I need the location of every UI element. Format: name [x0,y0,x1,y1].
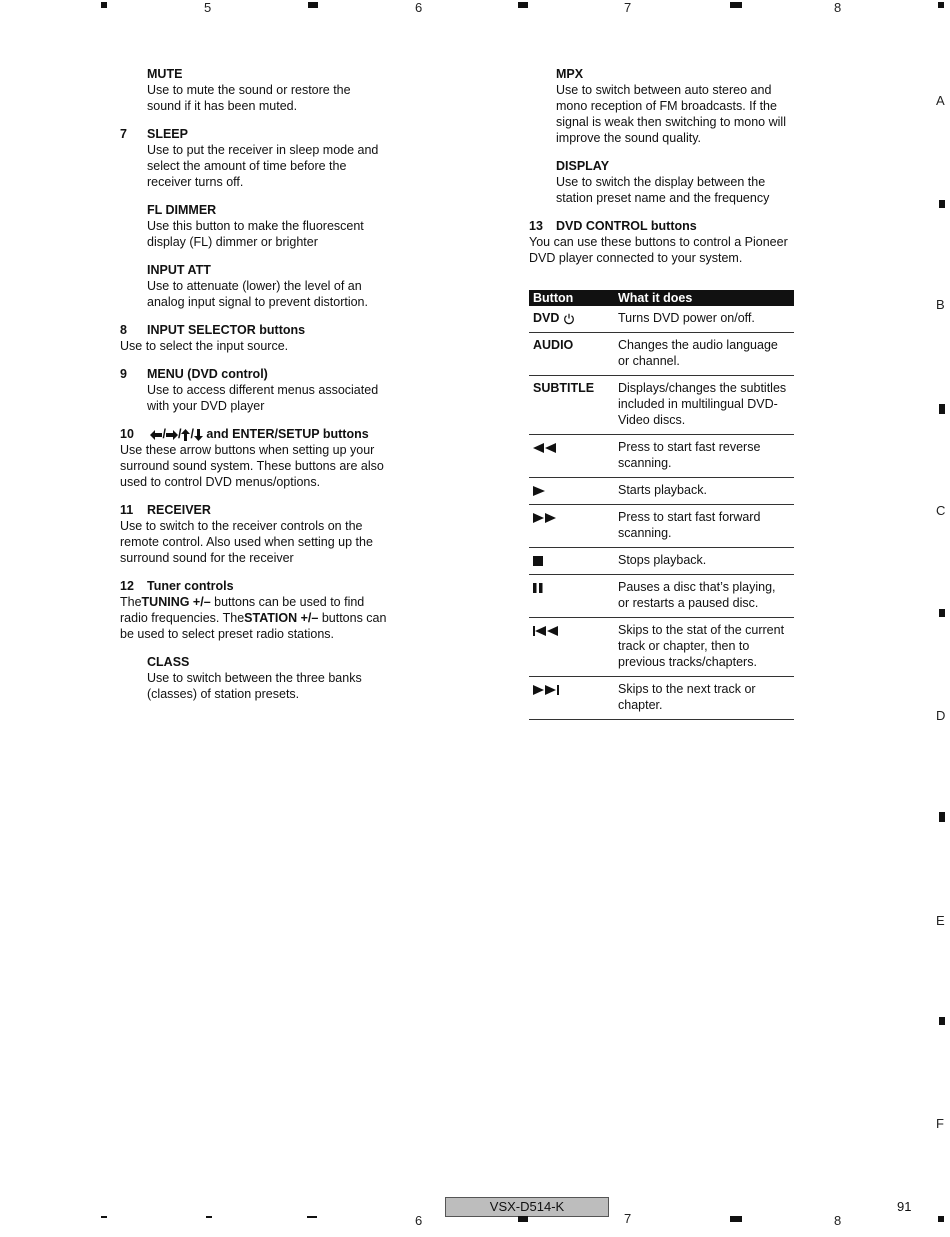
arrows-section [120,426,390,490]
grid-col-8: 8 [834,0,842,15]
power-icon [563,313,575,325]
menu-title: MENU (DVD control) [147,367,268,381]
receiver-section [120,502,387,566]
dvd-key: DVD [533,311,560,325]
arrows-number: 10 [120,427,134,441]
sleep-text: Use to put the receiver in sleep mode and select the amount of time before the receiver turns off. [147,143,379,189]
table-desc: Press to start fast reverse scanning. [614,435,794,478]
table-row [529,478,794,505]
tuner-section [120,578,387,642]
mpx-section [556,66,796,146]
arrow-left-icon [150,430,162,440]
sleep-title: SLEEP [147,127,188,141]
dvd-control-title: DVD CONTROL buttons [556,219,697,233]
receiver-text: Use to switch to the receiver controls on the remote control. Also used when setting up the surround sound for the receiver [120,519,373,565]
registration-mark [101,1216,107,1218]
grid-row-f: F [936,1116,944,1131]
display-title: DISPLAY [556,159,610,173]
fl-dimmer-section [147,202,387,250]
registration-mark [938,1216,944,1222]
registration-mark [939,200,945,208]
grid-col-6: 6 [415,0,423,15]
dvd-control-section [529,218,796,266]
stop-icon [533,556,543,566]
skip-back-icon [533,626,560,636]
table-desc: Skips to the next track or chapter. [614,677,794,720]
input-selector-number: 8 [120,323,127,337]
tuning-label: TUNING +/– [141,595,211,609]
dvd-control-text: You can use these buttons to control a Pioneer DVD player connected to your system. [529,235,788,265]
input-selector-section [120,322,387,354]
grid-col-5: 5 [204,0,212,15]
input-att-section [147,262,387,310]
menu-text: Use to access different menus associated with your DVD player [147,383,379,413]
table-desc: Changes the audio language or channel. [614,333,794,376]
registration-mark [307,1216,317,1218]
table-desc: Starts playback. [614,478,794,505]
dvd-control-number: 13 [529,219,543,233]
mute-section [147,66,387,114]
rewind-icon [533,443,557,453]
registration-mark [730,2,742,8]
audio-key: AUDIO [529,333,614,376]
fl-dimmer-text: Use this button to make the fluorescent display (FL) dimmer or brighter [147,219,364,249]
registration-mark [730,1216,742,1222]
dvd-buttons-table [529,290,794,720]
arrow-down-icon [194,429,203,441]
registration-mark [101,2,107,8]
arrows-text: Use these arrow buttons when setting up your surround sound system. These buttons are also used to control DVD menus/options. [120,443,384,489]
table-row [529,575,794,618]
table-row [529,306,794,333]
grid-col-6-bottom: 6 [415,1213,423,1228]
class-section [147,654,387,702]
grid-col-8-bottom: 8 [834,1213,842,1228]
mute-text: Use to mute the sound or restore the sound if it has been muted. [147,83,351,113]
table-row [529,435,794,478]
table-row [529,677,794,720]
input-selector-text: Use to select the input source. [120,339,289,353]
menu-section [120,366,387,414]
registration-mark [206,1216,212,1218]
arrows-separator: / [162,427,166,441]
sleep-section [120,126,387,190]
tuner-number: 12 [120,579,134,593]
registration-mark [308,2,318,8]
fast-forward-icon [533,513,557,523]
table-desc: Stops playback. [614,548,794,575]
class-text: Use to switch between the three banks (classes) of station presets. [147,671,362,701]
play-icon [533,486,545,496]
grid-row-b: B [936,297,945,312]
table-header-button: Button [529,290,614,306]
input-att-text: Use to attenuate (lower) the level of an analog input signal to prevent distortion. [147,279,368,309]
registration-mark [939,404,945,414]
fl-dimmer-title: FL DIMMER [147,203,217,217]
arrow-right-icon [166,430,178,440]
pause-icon [533,583,543,593]
registration-mark [518,2,528,8]
tuner-text: TheTUNING +/– buttons can be used to find radio frequencies. TheSTATION +/– buttons can be used to select preset radio stations. [120,595,387,641]
subtitle-key: SUBTITLE [529,376,614,435]
table-row [529,333,794,376]
table-row [529,505,794,548]
registration-mark [518,1216,528,1222]
tuner-title: Tuner controls [147,579,234,593]
grid-col-7: 7 [624,0,632,15]
arrows-title: and ENTER/SETUP buttons [206,427,369,441]
registration-mark [939,609,945,617]
grid-row-e: E [936,913,945,928]
table-desc: Skips to the stat of the current track or chapter, then to previous tracks/chapters. [614,618,794,677]
registration-mark [939,1017,945,1025]
station-label: STATION +/– [244,611,319,625]
arrows-separator: / [177,427,182,441]
receiver-number: 11 [120,503,134,517]
mpx-text: Use to switch between auto stereo and mono reception of FM broadcasts. If the signal is weak then switching to mono will improve the sound quality. [556,83,786,145]
table-row [529,548,794,575]
mute-title: MUTE [147,67,183,81]
table-desc: Press to start fast forward scanning. [614,505,794,548]
grid-col-7-bottom: 7 [624,1211,632,1226]
registration-mark [938,2,944,8]
table-row [529,376,794,435]
table-header-row [529,290,794,306]
grid-row-a: A [936,93,945,108]
display-text: Use to switch the display between the station preset name and the frequency [556,175,770,205]
input-selector-title: INPUT SELECTOR buttons [147,323,306,337]
skip-forward-icon [533,685,560,695]
arrows-separator: / [190,427,194,441]
model-label: VSX-D514-K [445,1197,609,1217]
table-desc: Pauses a disc that’s playing, or restarts a paused disc. [614,575,794,618]
grid-row-c: C [936,503,946,518]
registration-mark [939,812,945,822]
sleep-number: 7 [120,127,127,141]
table-desc: Turns DVD power on/off. [614,306,794,333]
input-att-title: INPUT ATT [147,263,211,277]
table-header-what: What it does [614,290,794,306]
mpx-title: MPX [556,67,584,81]
display-section [556,158,796,206]
table-desc: Displays/changes the subtitles included in multilingual DVD-Video discs. [614,376,794,435]
table-row [529,618,794,677]
page-number: 91 [897,1199,912,1214]
receiver-title: RECEIVER [147,503,211,517]
class-title: CLASS [147,655,190,669]
grid-row-d: D [936,708,946,723]
menu-number: 9 [120,367,127,381]
